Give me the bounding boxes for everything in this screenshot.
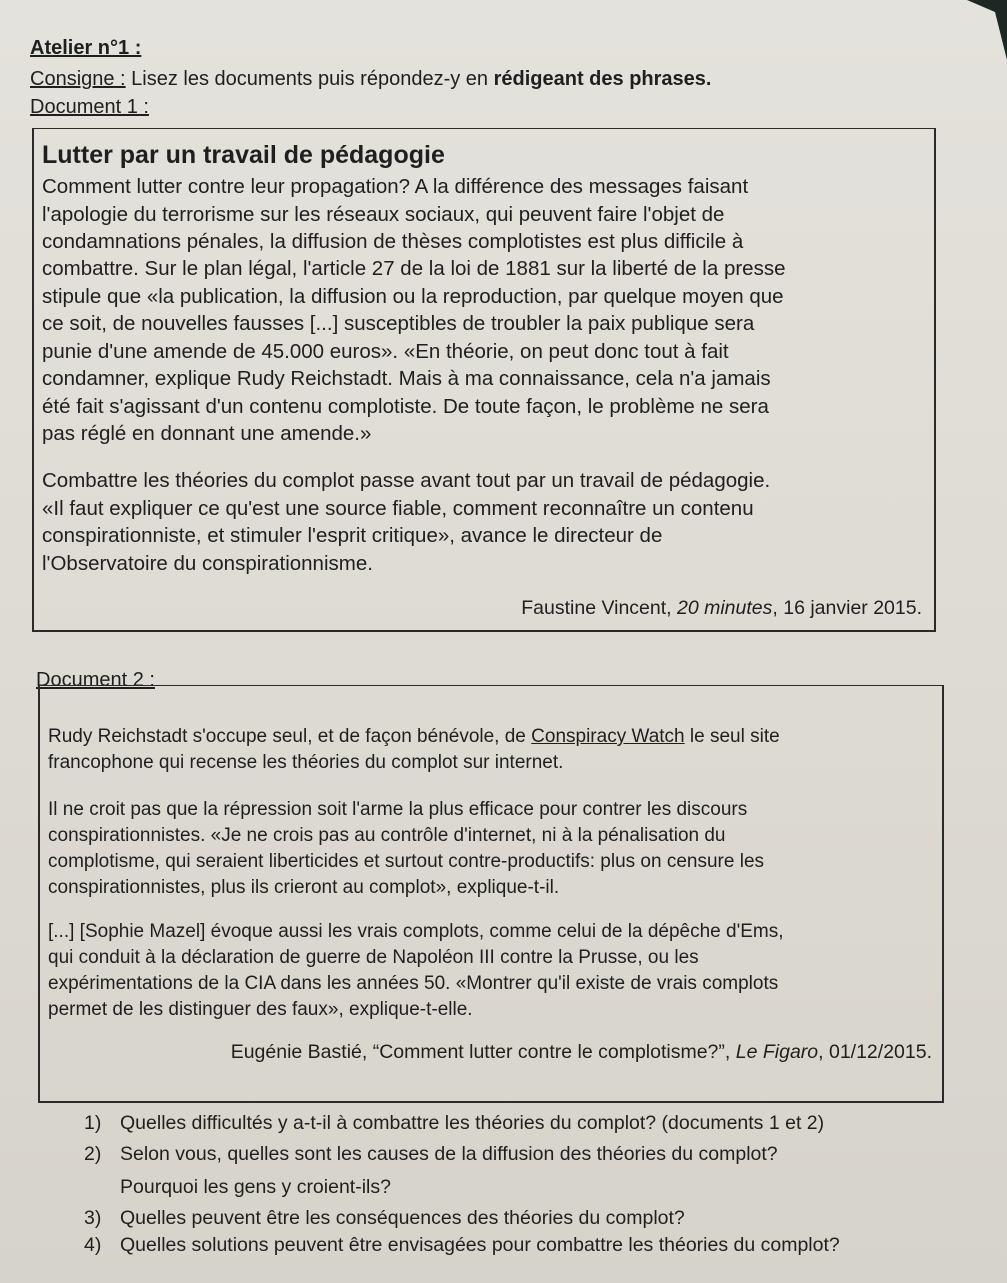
doc2-line1-pre: Rudy Reichstadt s'occupe seul, et de façon bénévole, de: [48, 726, 532, 747]
doc1-line: condamnations pénales, la diffusion de thèses complotistes est plus difficile à: [42, 230, 744, 253]
question-text: Selon vous, quelles sont les causes de la diffusion des théories du complot?: [120, 1143, 778, 1165]
doc1-line: l'apologie du terrorisme sur les réseaux sociaux, qui peuvent faire l'objet de: [42, 203, 725, 226]
atelier-title: [30, 37, 141, 60]
question-text: Pourquoi les gens y croient-ils?: [120, 1176, 391, 1198]
consigne-text: Lisez les documents puis répondez-y en: [125, 68, 494, 90]
document2-box: [38, 685, 944, 1103]
consigne-bold: rédigeant des phrases.: [493, 68, 712, 90]
question-2: [84, 1143, 778, 1166]
source-author: Faustine Vincent,: [521, 597, 677, 619]
doc2-line: [...] [Sophie Mazel] évoque aussi les vrais complots, comme celui de la dépêche d'Ems,: [48, 921, 784, 942]
question-number: 1): [84, 1112, 102, 1134]
conspiracy-watch-link[interactable]: Conspiracy Watch: [531, 726, 685, 747]
question-1: [84, 1112, 824, 1135]
doc1-line: Combattre les théories du complot passe avant tout par un travail de pédagogie.: [42, 469, 771, 492]
doc1-line: stipule que «la publication, la diffusion ou la reproduction, par quelque moyen que: [42, 285, 784, 308]
document1-title: Lutter par un travail de pédagogie: [42, 141, 445, 169]
source-author-title: Eugénie Bastié, “Comment lutter contre le complotisme?”,: [230, 1041, 736, 1063]
doc2-line: expérimentations de la CIA dans les années 50. «Montrer qu'il existe de vrais complots: [48, 973, 779, 994]
consigne-label: Consigne :: [30, 68, 126, 90]
question-text: Quelles difficultés y a-t-il à combattre les théories du complot? (documents 1 et 2): [120, 1112, 825, 1134]
question-2-continued: [120, 1176, 391, 1199]
doc1-line: combattre. Sur le plan légal, l'article 27 de la loi de 1881 sur la liberté de la presse: [42, 257, 786, 280]
document1-source: [521, 597, 922, 620]
doc2-line: [48, 726, 780, 748]
doc1-line: l'Observatoire du conspirationnisme.: [42, 552, 373, 575]
doc2-line1-post: le seul site: [684, 726, 780, 747]
document2-source: [231, 1041, 932, 1064]
question-4: [84, 1234, 840, 1257]
consigne-line: [30, 68, 711, 91]
doc1-line: «Il faut expliquer ce qu'est une source fiable, comment reconnaître un contenu: [42, 497, 754, 520]
question-number: 4): [84, 1234, 102, 1256]
source-date: , 16 janvier 2015.: [772, 597, 922, 619]
doc2-line: Il ne croit pas que la répression soit l'arme la plus efficace pour contrer les discours: [48, 799, 748, 820]
document2-label: Document 2 :: [36, 669, 155, 691]
doc2-line: conspirationnistes. «Je ne crois pas au contrôle d'internet, ni à la pénalisation du: [48, 825, 726, 846]
doc2-line: complotisme, qui seraient liberticides et surtout contre-productifs: plus on censure les: [48, 851, 765, 872]
doc1-line: ce soit, de nouvelles fausses [...] susceptibles de troubler la paix publique sera: [42, 312, 755, 335]
question-number: 2): [84, 1143, 102, 1165]
doc1-line: Comment lutter contre leur propagation? A la différence des messages faisant: [42, 175, 749, 198]
question-3: [84, 1207, 685, 1230]
doc1-line: pas réglé en donnant une amende.»: [42, 422, 372, 445]
doc1-line: punie d'une amende de 45.000 euros». «En théorie, on peut donc tout à fait: [42, 340, 729, 363]
document1-box: [32, 128, 936, 632]
photo-corner-shadow: [967, 0, 1007, 60]
doc1-line: conspirationniste, et stimuler l'esprit critique», avance le directeur de: [42, 524, 663, 547]
doc2-line: qui conduit à la déclaration de guerre de Napoléon III contre la Prusse, ou les: [48, 947, 699, 968]
question-text: Quelles peuvent être les conséquences des théories du complot?: [120, 1207, 685, 1229]
document1-label: Document 1 :: [30, 96, 149, 118]
question-text: Quelles solutions peuvent être envisagées pour combattre les théories du complot?: [120, 1234, 840, 1256]
doc2-line: francophone qui recense les théories du complot sur internet.: [48, 752, 564, 773]
doc2-line: conspirationnistes, plus ils crieront au complot», explique-t-il.: [48, 877, 560, 898]
atelier-label: Atelier n°1 :: [30, 37, 142, 59]
source-date: , 01/12/2015.: [818, 1041, 932, 1063]
question-number: 3): [84, 1207, 102, 1229]
doc1-line: été fait s'agissant d'un contenu complotiste. De toute façon, le problème ne sera: [42, 395, 769, 418]
doc1-line: condamner, explique Rudy Reichstadt. Mais à ma connaissance, cela n'a jamais: [42, 367, 771, 390]
doc2-line: permet de les distinguer des faux», explique-t-elle.: [48, 999, 473, 1020]
source-publication: Le Figaro: [735, 1041, 819, 1063]
source-publication: 20 minutes: [677, 597, 773, 619]
